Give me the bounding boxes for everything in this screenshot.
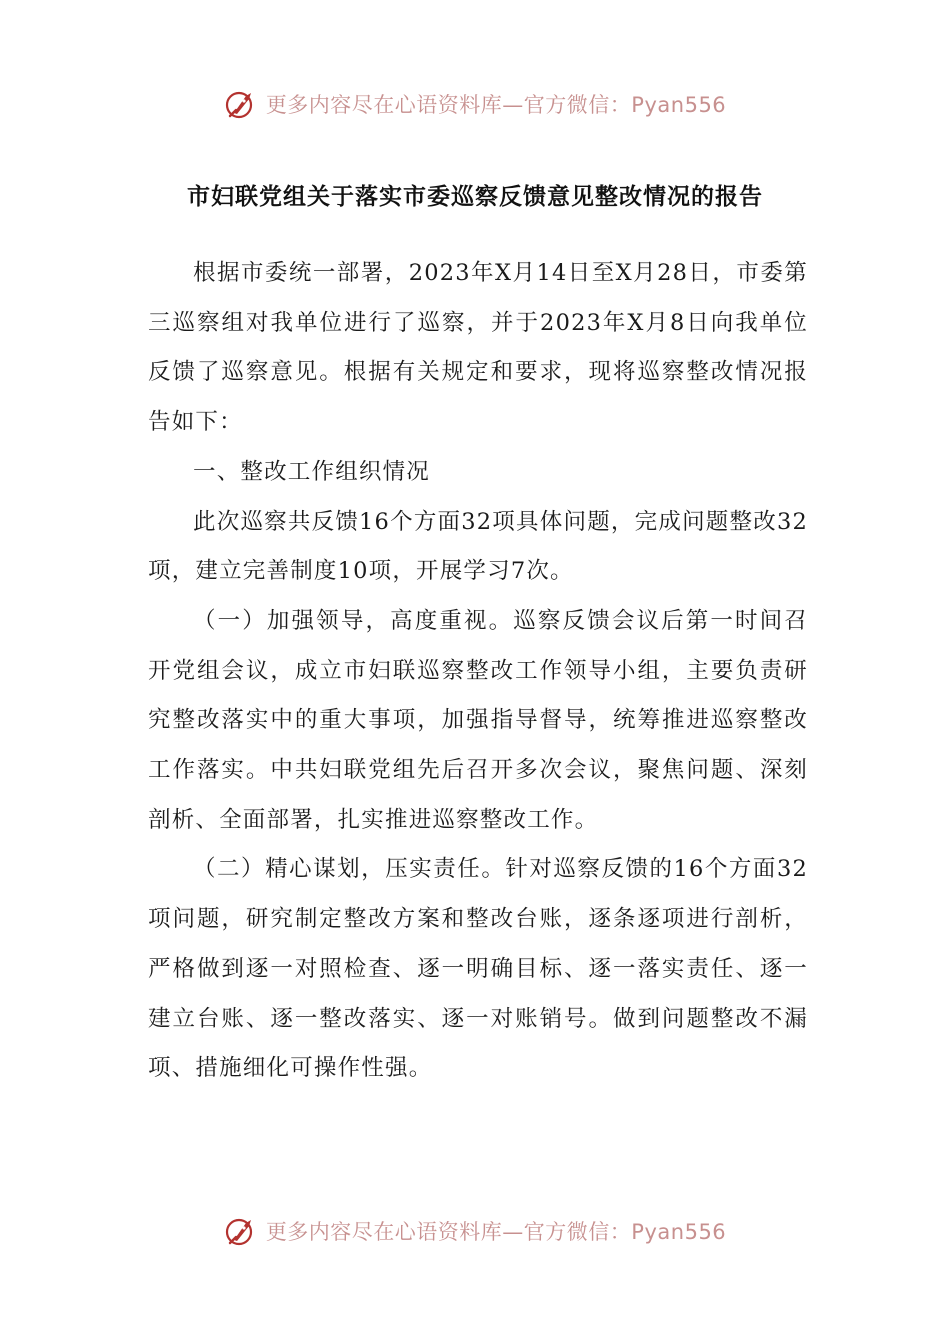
watermark-text: 更多内容尽在心语资料库—官方微信：Pyan556 [265, 93, 727, 117]
section-heading: 一、整改工作组织情况 [193, 458, 431, 485]
header-watermark [0, 84, 950, 124]
document-title: 市妇联党组关于落实市委巡察反馈意见整改情况的报告 [187, 184, 763, 210]
paragraph-intro: 根据市委统一部署，2023年X月14日至X月28日，市委第三巡察组对我单位进行了巡察，并于2023年X月8日向我单位反馈了巡察意见。根据有关规定和要求，现将巡察整改情况报告如下： [148, 260, 808, 436]
pen-nib-circle-icon [224, 87, 258, 121]
pen-nib-circle-icon [224, 1214, 258, 1248]
footer-watermark [0, 1211, 950, 1251]
paragraph-summary: 此次巡察共反馈16个方面32项具体问题，完成问题整改32项，建立完善制度10项，开展学习7次。 [148, 508, 808, 585]
document-body [148, 249, 808, 1094]
paragraph-planning: （二）精心谋划，压实责任。针对巡察反馈的16个方面32项问题，研究制定整改方案和整改台账，逐条逐项进行剖析，严格做到逐一对照检查、逐一明确目标、逐一落实责任、逐一建立台账、逐一整改落实、逐一对账销号。做到问题整改不漏项、措施细化可操作性强。 [148, 856, 808, 1082]
watermark-text: 更多内容尽在心语资料库—官方微信：Pyan556 [265, 1220, 727, 1244]
paragraph-leadership: （一）加强领导，高度重视。巡察反馈会议后第一时间召开党组会议，成立市妇联巡察整改工作领导小组，主要负责研究整改落实中的重大事项，加强指导督导，统筹推进巡察整改工作落实。中共妇联党组先后召开多次会议，聚焦问题、深刻剖析、全面部署，扎实推进巡察整改工作。 [148, 607, 808, 833]
